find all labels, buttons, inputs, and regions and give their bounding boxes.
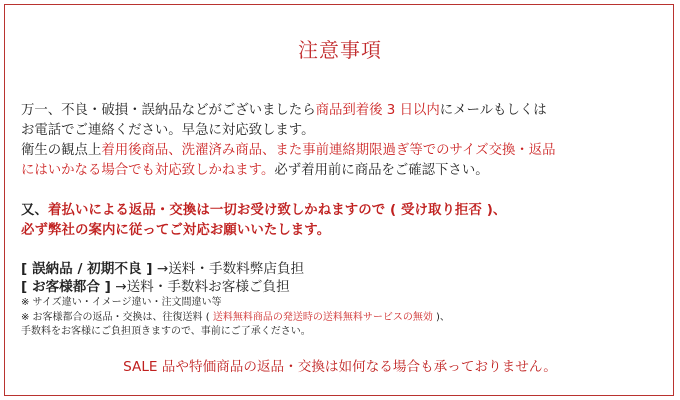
paragraph-line [21, 260, 671, 278]
free-shipping-highlight: 送料無料商品の発送時の送料無料サービスの無効 [209, 311, 436, 323]
paragraph-line [21, 201, 671, 221]
case-label: [ お客様都合 ] [21, 279, 111, 295]
paragraph-line [21, 278, 671, 296]
paragraph-line [21, 101, 671, 121]
hygiene-highlight: にはいかなる場合でも対応致しかねます。 [21, 163, 275, 178]
cod-highlight: 着払いによる返品・交換は一切お受け致しかねますので ( 受け取り拒否 )、 [47, 203, 507, 218]
damage-notice-paragraph [21, 101, 671, 181]
text-span: →送料・手数料弊店負担 [152, 261, 305, 277]
text-span: )、 [436, 311, 450, 323]
text-span: にメールもしくは [439, 103, 547, 118]
paragraph-line: お電話でご連絡ください。早急に対応致します。 [21, 123, 315, 138]
note-line: ※ サイズ違い・イメージ違い・注文間違い等 [21, 297, 222, 308]
text-span: ※ お客様都合の返品・交換は、往復送料 ( [21, 311, 210, 323]
text-span: 必ず着用前に商品をご確認下さい。 [274, 163, 489, 178]
text-span: 衛生の観点上 [21, 143, 102, 158]
text-span: 又、 [21, 203, 48, 218]
hygiene-highlight: 着用後商品、洗濯済み商品、また事前連絡期限過ぎ等でのサイズ交換・返品 [101, 143, 556, 158]
cod-return-paragraph [21, 201, 671, 241]
deadline-highlight: 商品到着後 3 日以内 [315, 103, 440, 118]
sale-notice: SALE 品や特価商品の返品・交換は如何なる場合も承っておりません。 [123, 359, 557, 375]
paragraph-line [21, 141, 671, 161]
paragraph-line [21, 161, 671, 181]
text-span: →送料・手数料お客様ご負担 [110, 279, 290, 295]
case-label: [ 誤納品 / 初期不良 ] [21, 261, 153, 277]
text-span: 万一、不良・破損・誤納品などがございましたら [21, 103, 316, 118]
note-line: 手数料をお客様にご負担頂きますので、事前にご了承ください。 [21, 326, 311, 337]
note-line [21, 311, 671, 326]
shipping-cost-paragraph [21, 260, 671, 340]
notice-title: 注意事項 [298, 38, 382, 62]
paragraph-line: 必ず弊社の案内に従ってご対応お願いいたします。 [21, 223, 331, 238]
